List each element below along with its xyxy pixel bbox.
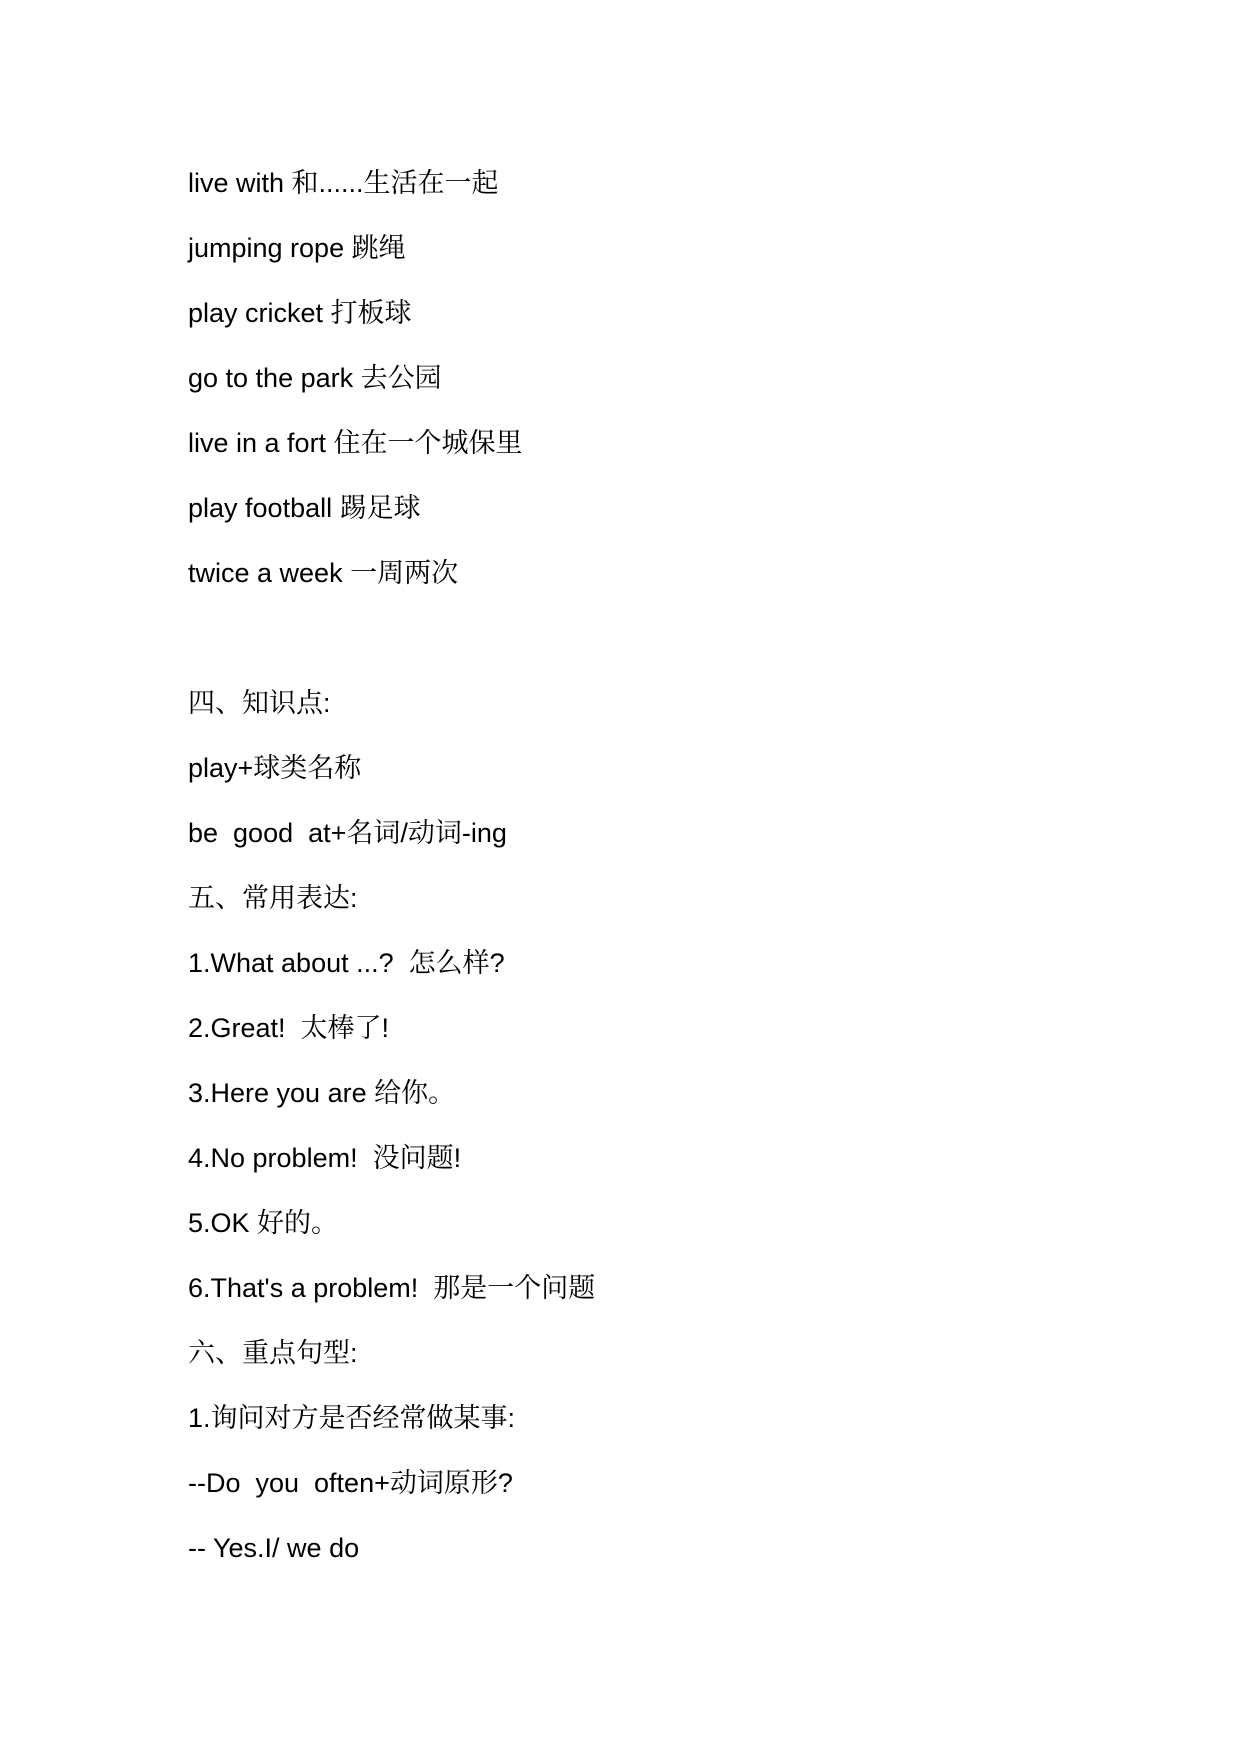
knowledge-point-line: be good at+名词/动词-ing: [188, 818, 507, 848]
vocab-line: live in a fort 住在一个城保里: [188, 428, 523, 458]
vocab-line: go to the park 去公园: [188, 363, 442, 393]
expression-line: 4.No problem! 没问题!: [188, 1143, 462, 1173]
sentence-pattern-line: --Do you often+动词原形?: [188, 1468, 513, 1498]
sentence-pattern-line: 1.询问对方是否经常做某事:: [188, 1403, 516, 1433]
vocab-line: play football 踢足球: [188, 493, 421, 523]
knowledge-point-line: play+球类名称: [188, 753, 362, 783]
vocab-line: twice a week 一周两次: [188, 558, 459, 588]
expression-line: 2.Great! 太棒了!: [188, 1013, 390, 1043]
expression-line: 1.What about ...? 怎么样?: [188, 948, 505, 978]
expression-line: 6.That's a problem! 那是一个问题: [188, 1273, 596, 1303]
expression-line: 5.OK 好的。: [188, 1208, 339, 1238]
section-heading-key-sentence-patterns: 六、重点句型:: [188, 1338, 358, 1368]
section-heading-knowledge-points: 四、知识点:: [188, 688, 331, 718]
section-heading-common-expressions: 五、常用表达:: [188, 883, 358, 913]
vocab-line: play cricket 打板球: [188, 298, 412, 328]
sentence-pattern-line: -- Yes.I/ we do: [188, 1533, 360, 1563]
expression-line: 3.Here you are 给你。: [188, 1078, 456, 1108]
vocab-line: live with 和......生活在一起: [188, 168, 499, 198]
vocab-line: jumping rope 跳绳: [188, 233, 406, 263]
